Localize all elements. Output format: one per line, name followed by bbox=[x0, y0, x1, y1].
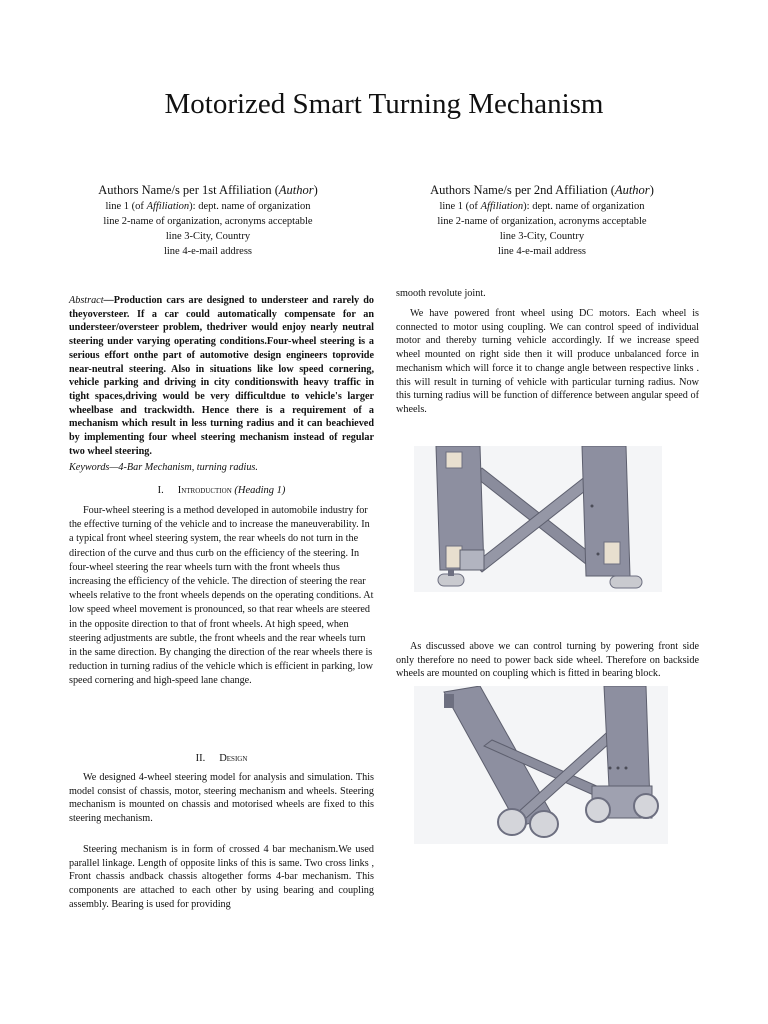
paragraph: Four-wheel steering is a method developed in automobile industry for the effective turning of the vehicle and to increase the maneuverability. In a typical front wheel steering system, the rear wheels do not turn in the direction of the curve and thus curb on the efficiency of the steering. In four-wheel steering the rear wheels turn with the front wheels thus increasing the efficiency of the vehicle. The direction of steering the rear wheels relative to the front wheels depends on the operating conditions. At low speed wheel movement is pronounced, so that rear wheels are steered in the opposite direction to that of front wheels. At high speed, when steering adjustments are subtle, the front wheels and the rear wheels turn in the same direction. By changing the direction of the rear wheels there is reduction in turning radius of the vehicle which is efficient in parking, low speed cornering and high-speed lane change. bbox=[69, 505, 374, 687]
affiliation-line-4: line 4-e-mail address bbox=[497, 246, 587, 257]
affiliation-line-3: line 3-City, Country bbox=[499, 231, 585, 242]
author-block-1 bbox=[58, 182, 358, 259]
affiliation-line-2: line 2-name of organization, acronyms acceptable bbox=[103, 216, 313, 227]
abstract bbox=[69, 294, 374, 458]
right-paragraph-2: As discussed above we can control turning by powering front side only therefore no need to power back side wheel. Therefore on backside wheels are mounted on coupling which is fitted in bearing block. bbox=[396, 641, 699, 680]
affiliation-line-4: line 4-e-mail address bbox=[163, 246, 253, 257]
keywords: Keywords—4-Bar Mechanism, turning radius. bbox=[69, 462, 258, 473]
author-name: Authors Name/s per 2nd Affiliation (Author) bbox=[430, 183, 654, 197]
design-paragraph-2: Steering mechanism is in form of crossed 4 bar mechanism.We used parallel linkage. Length of opposite links of this is same. Two cross links , Front chassis andback chassis altogether forms 4-bar mechanism. This components are attached to each other by using bearing and coupling assembly. Bearing is used for providing bbox=[69, 844, 374, 910]
paper-title: Motorized Smart Turning Mechanism bbox=[164, 88, 604, 120]
abstract-lead: Abstract bbox=[69, 295, 104, 306]
introduction-body bbox=[69, 504, 374, 689]
affiliation-line-1: line 1 (of Affiliation): dept. name of organization bbox=[439, 201, 645, 212]
figure-mechanism-turned bbox=[414, 686, 668, 844]
affiliation-line-3: line 3-City, Country bbox=[165, 231, 251, 242]
affiliation-line-2: line 2-name of organization, acronyms acceptable bbox=[437, 216, 647, 227]
author-name: Authors Name/s per 1st Affiliation (Author) bbox=[98, 183, 318, 197]
abstract-dash: — bbox=[103, 295, 114, 306]
author-block-2 bbox=[392, 182, 692, 259]
affiliation-line-1: line 1 (of Affiliation): dept. name of organization bbox=[105, 201, 311, 212]
right-paragraph-1: We have powered front wheel using DC motors. Each wheel is connected to motor using coupling. We can control speed of individual motor and thereby turning vehicle accordingly. If we increase speed wheel mounted on right side then it will produce unbalanced force in mechanism which will force it to change angle between respective links . this will result in turning of vehicle with particular turning radius. Now this turning radius will be function of difference between angular speed of wheels. bbox=[396, 308, 699, 415]
abstract-text: Production cars are designed to understeer and rarely do theyoversteer. If a car could automatically compensate for an understeer/oversteer problem, thedriver would enjoy nearly neutral steering under varying operating conditions.Four-wheel steering is a serious effort onthe part of automotive design engineers toprovide near-neutral steering. Also in situations like low speed cornering, vehicle parking and driving in city conditionswith heavy traffic in tight spaces,driving would be very difficultdue to vehicle's larger wheelbase and trackwidth. Hence there is a requirement of a mechanism which result in less turning radius and it can beachieved by implementing four wheel steering mechanism instead of regular two wheel steering. bbox=[69, 295, 374, 457]
figure-mechanism-straight bbox=[414, 446, 662, 592]
continued-text: smooth revolute joint. bbox=[396, 288, 486, 299]
section-heading-introduction: I. Introduction (Heading 1) bbox=[157, 485, 286, 496]
section-heading-design: II. Design bbox=[195, 753, 248, 764]
design-paragraph-1: We designed 4-wheel steering model for analysis and simulation. This model consist of chassis, motor, steering mechanism and wheels. Steering mechanism is mounted on chassis and motorised wheels are fixed to this steering mechanism. bbox=[69, 772, 374, 825]
